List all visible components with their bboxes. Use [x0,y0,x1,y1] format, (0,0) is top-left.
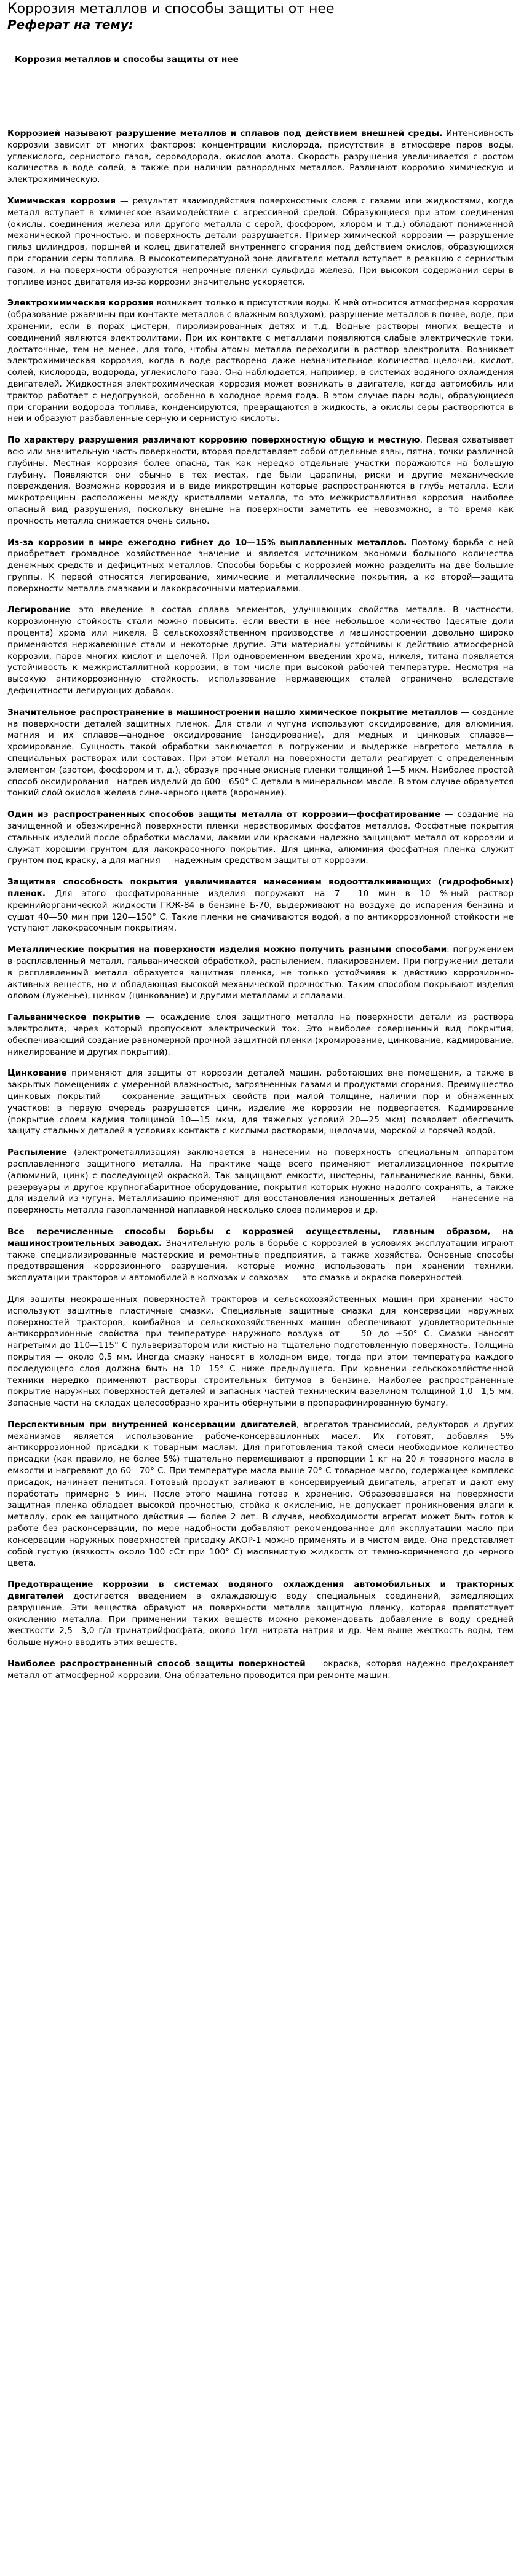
paragraph-text: (электрометаллизация) заключается в нанесении на поверхность специальным аппаратом расплавленного защитного металла. На практике чаще всего применяют металлизационное покрытие (алюминий, цинк) с последующей окраской. Так защищают емкости, цистерны, гальванические ванны, баки, резервуары и другое крупногабаритное оборудование, покрытия которых нужно надолго сохранять, а также для изделий из чугуна. Металлизацию применяют для восстановления изношенных деталей — нанесение на поверхность металла газопламенной наплавкой несколько слоев полимеров и др. [7,1148,514,1216]
paragraph [7,1294,514,1409]
paragraph-lead: Химическая коррозия [7,195,116,206]
paragraph [7,128,514,186]
paragraph [7,1226,514,1284]
paragraph-text: Интенсивность коррозии зависит от многих факторов: концентрации кислорода, присутствия в атмосфере паров воды, углекислого, сернистого газов, сероводорода, окислов азота. Скорость разрушения увеличивается с ростом количества в воде солей, а также при наличии разнородных металлов. Различают коррозию химическую и электрохимическую. [7,128,514,185]
paragraph-lead: Цинкование [7,1068,67,1079]
paragraph [7,297,514,425]
page-title: Коррозия металлов и способы защиты от нее [7,1,335,17]
paragraph-lead: По характеру разрушения различают коррозию поверхностную общую и местную [7,435,420,446]
paragraph [7,1068,514,1137]
paragraph-text: —это введение в состав сплава элементов, улучшающих свойства металла. В частности, коррозионную стойкость стали можно повысить, если ввести в нее небольшое количество (десятые доли процента) хрома или никеля. В сельскохозяйственном производстве и машиностроении довольно широко применяются нержавеющие стали и некоторые другие. Эти материалы устойчивы к действию атмосферной коррозии, паров многих кислот и щелочей. При одновременном введении хрома, никеля, титана появляется устойчивость к межкристаллитной коррозии, в том числе при высокой рабочей температуре. Несмотря на высокую антикоррозионную стойкость, использование нержавеющих сталей ограничено вследствие дефицитности легирующих добавок. [7,605,514,696]
paragraph-lead: Все перечисленные способы борьбы с коррозией осуществлены, главным образом, на машиностроительных заводах. [7,1226,514,1248]
paragraph-lead: Металлические покрытия на поверхности изделия можно получить разными способами [7,945,447,955]
paragraph [7,195,514,288]
paragraph-lead: Один из распространенных способов защиты металла от коррозии—фосфатирование [7,809,441,820]
paragraph-lead: Коррозией называют разрушение металлов и сплавов под действием внешней среды. [7,128,443,138]
paragraph-text: — результат взаимодействия поверхностных слоев с газами или жидкостями, когда металл вступает в химическое взаимодействие с агрессивной средой. Образующиеся при этом соединения (окислы, соединения железа или другого металла с серой, фосфором, хлором и т.д.) обладают пониженной механической прочностью, и поверхность детали разрушается. Пример химической коррозии — разрушение гильз цилиндров, поршней и колец двигателей внутреннего сгорания под действием окислов, образующихся при сгорании серы топлива. В высокотемпературной зоне двигателя металл вступает в реакцию с сернистым газом, и на поверхности образуются непрочные пленки сульфида железа. При высоком содержании серы в топливе износ двигателя из-за коррозии значительно ускоряется. [7,195,514,287]
paragraph-text: применяют для защиты от коррозии деталей машин, работающих вне помещения, а также в закрытых помещениях с умеренной влажностью, загрязненных газами и продуктами сгорания. Преимущество цинковых покрытий — сохранение защитных свойств при малой толщине, наличии пор и обнаженных участков: в первую очередь разрушается цинк, изделие же коррозии не подвергается. Кадмирование (покрытие слоем кадмия толщиной 10—15 мкм, для тяжелых условий 20—25 мкм) позволяет обеспечить защиту стальных деталей в условиях контакта с кислыми растворами, щелочами, морской и горячей водой. [7,1068,514,1136]
page-subtitle: Реферат на тему: [7,17,133,32]
paragraph-text: — создание на зачищенной и обезжиренной поверхности пленки нерастворимых фосфатов металлов. Фосфатные покрытия стальных изделий после обработки маслами, лаками или красками надежно защищают металл от коррозии и служат хорошим грунтом для лакокрасочного покрытия. Для цинка, алюминия фосфатная пленка служит грунтом под краску, а для магния — надежным средством защиты от коррозии. [7,809,514,866]
paragraph [7,604,514,696]
paragraph-lead: Легирование [7,605,71,615]
paragraph-text: : погружением в расплавленный металл, гальванической обработкой, распылением, плакированием. При погружении детали в расплавленный металл образуется защитная пленка, не только устойчивая к действию коррозионно-активных веществ, но и обладающая высокой механической прочностью. Таким способом покрывают изделия оловом (луженье), цинком (цинкование) и другими металлами и сплавами. [7,945,514,1001]
paragraph-lead: Из-за коррозии в мире ежегодно гибнет до 10—15% выплавленных металлов. [7,537,407,548]
paragraph [7,1419,514,1569]
paragraph-text: , агрегатов трансмиссий, редукторов и других механизмов является использование рабоче-консервационных масел. Их готовят, добавляя 5% антикоррозионной присадки к товарным маслам. Для приготовления такой смеси необходимое количество присадки (как правило, не более 5%) тщательно перемешивают в пропорции 1 кг на 20 л товарного масла в емкости и нагревают до 60—70° С. При температуре масла выше 70° С товарное масло, содержащее комплекс присадок, начинает пениться. Готовый продукт заливают в консервируемый двигатель, агрегат и дают ему поработать примерно 5 мин. После этого машина готова к хранению. Образовавшаяся на поверхности защитная пленка обладает высокой прочностью, стойка к окислению, не допускает проникновения влаги к металлу, срок ее защитного действия — более 2 лет. В случае, необходимости агрегат может быть готов к работе без расконсервации, по мере надобности добавляют рекомендованное для эксплуатации масло при консервации наружных поверхностей присадку АКОР-1 можно применять и в чистом виде. Она представляет собой густую (вязкость около 100 сСт при 100° С) маслянистую жидкость от темно-коричневого до черного цвета. [7,1419,514,1569]
paragraph [7,537,514,595]
paragraph-text: достигается введением в охлаждающую воду специальных соединений, замедляющих разрушение. Эти вещества образуют на поверхности металла защитную пленку, которая препятствует окислению металла. При применении таких веществ можно рекомендовать добавление в воду средней жесткости 2,5—3,0 г/л тринатрийфосфата, около 1г/л нитрата натрия и др. Чем выше жесткость воды, тем больше нужно вводить этих веществ. [7,1591,514,1648]
paragraph-text: — окраска, которая надежно предохраняет металл от атмосферной коррозии. Она обязательно проводится при ремонте машин. [7,1659,514,1680]
paragraph-lead: Гальваническое покрытие [7,1012,140,1023]
paragraph-text: — осаждение слоя защитного металла на поверхности детали из раствора электролита, через который пропускают электрический ток. Это наиболее совершенный вид покрытия, обеспечивающий создание равномерной прочной защитной пленки (хромирование, цинкование, кадмирование, никелирование и других покрытий). [7,1012,514,1057]
paragraph-lead: Электрохимическая коррозия [7,298,154,309]
paragraph-text: Поэтому борьба с ней приобретает громадное хозяйственное значение и является источником экономии большого количества денежных средств и дефицитных металлов. Способы борьбы с коррозией можно разделить на две большие группы. К первой относятся легирование, химические и металлические покрытия, а ко второй—защита поверхности металла смазками и лакокрасочными материалами. [7,537,514,594]
paragraph-text: . Первая охватывает всю или значительную часть поверхности, вторая представляет собой отдельные язвы, пятна, точки различной глубины. Местная коррозия более опасна, так как нередко отдельные участки поражаются на большую глубину. Появляются они обычно в тех местах, где были царапины, риски и другие механические повреждения. Возможна коррозия и в виде микротрещин которые распространяются в глубь металла. Если микротрещины расположены между кристаллами металла, то это межкристаллитная коррозия—наиболее опасный вид разрушения, поскольку внешне на поверхности заметить ее невозможно, в то время как прочность металла снижается очень сильно. [7,435,514,526]
paragraph-text: Значительную роль в борьбе с коррозией в условиях эксплуатации играют также специализированные мастерские и ремонтные предприятия, а также хозяйства. Основные способы предотвращения коррозионного разрушения, которые можно использовать при хранении техники, эксплуатации тракторов и автомобилей в колхозах и совхозах — это смазка и окраска поверхностей. [7,1238,514,1283]
paragraph [7,707,514,799]
paragraph-lead: Наиболее распространенный способ защиты поверхностей [7,1659,306,1669]
paragraph-text: Для защиты неокрашенных поверхностей тракторов и сельскохозяйственных машин при хранении часто используют защитные пластичные смазки. Специальные защитные смазки для консервации наружных поверхностей тракторов, комбайнов и сельскохозяйственных машин обеспечивают удовлетворительные антикоррозионные свойства при температуре наружного воздуха от — 50 до +50° С. Смазки наносят нагретыми до 110—115° С пульверизатором или кистью на тщательно подготовленную поверхность. Толщина покрытия — около 0,5 мм. Иногда смазку наносят в холодном виде, тогда при этом температура каждого последующего слоя должна быть на 10—15° С ниже предыдущего. При хранении сельскохозяйственной техники нередко применяют растворы строительных битумов в бензине. Наиболее распространенные покрытие наружных поверхностей деталей и запасных частей техническим вазелином толщиной 1,0—1,5 мм. Запасные части на складах целесообразно хранить обернутыми в пропарафинированную бумагу. [7,1294,514,1409]
paragraph [7,876,514,934]
paragraph-lead: Предотвращение коррозии в системах водяного охлаждения автомобильных и тракторных двигателей [7,1580,514,1602]
paragraph-text: — создание на поверхности деталей защитных пленок. Для стали и чугуна используют оксидирование, для алюминия, магния и их сплавов—анодное оксидирование (анодирование), для медных и цинковых сплавов—хромирование. Сущность такой обработки заключается в погружении и выдержке нагретого металла в специальных растворах или составах. При этом металл на поверхности детали реагирует с определенным элементом (азотом, фосфором и т. д.), образуя прочные окисные пленки толщиной 1—5 мкм. Наиболее простой способ оксидирования—нагрев изделий до 600—650° С детали в минеральном масле. В этом случае образуется тонкий слой окислов железа сине-черного цвета (воронение). [7,707,514,798]
paragraph-lead: Перспективным при внутренней консервации двигателей [7,1419,297,1430]
paragraph [7,1012,514,1058]
paragraph [7,1658,514,1682]
topic-heading: Коррозия металлов и способы защиты от нее [15,55,239,65]
paragraph [7,944,514,1002]
paragraph-lead: Защитная способность покрытия увеличивается нанесением водоотталкивающих (гидрофобных) пленок. [7,877,514,899]
paragraph [7,809,514,867]
document-body [7,128,514,1682]
paragraph-lead: Значительное распространение в машиностроении нашло химическое покрытие металлов [7,707,458,717]
paragraph-text: возникает только в присутствии воды. К ней относится атмосферная коррозия (образование ржавчины при контакте металлов с влажным воздухом), разрушение металлов в почве, воде, при хранении, если в порах цистерн, пиролизированных детях и т.д. Водные растворы многих веществ и соединений являются электролитами. При их контакте с металлами появляются слабые электрические токи, достаточные, тем не менее, для того, чтобы атомы металла переходили в раствор электролита. Возникает электрохимическая коррозия, когда в воде растворено даже незначительное количество щелочей, кислот, солей, кислорода, водорода, углекислого газа. Она наблюдается, например, в системах водяного охлаждения двигателей. Жидкостная электрохимическая коррозия может возникать в двигателе, когда автомобиль или трактор работает с недогрузкой, особенно в холодное время года. В этом случае пары воды, образующиеся при сгорании водорода топлива, конденсируются, превращаются в жидкость, а окислы серы растворяются в ней и образуют разбавленные серную и сернистую кислоты. [7,298,514,424]
paragraph-lead: Распыление [7,1148,67,1158]
paragraph [7,1147,514,1216]
paragraph [7,435,514,527]
paragraph-text: Для этого фосфатированные изделия погружают на 7— 10 мин в 10 %-ный раствор кремнийорганической жидкости ГКЖ-84 в бензине Б-70, выдерживают на воздухе до испарения бензина и сушат 40—50 мин при 120—150° С. Такие пленки не смачиваются водой, а по антикоррозионной стойкости не уступают лакокрасочным покрытиям. [7,889,514,934]
paragraph [7,1579,514,1648]
